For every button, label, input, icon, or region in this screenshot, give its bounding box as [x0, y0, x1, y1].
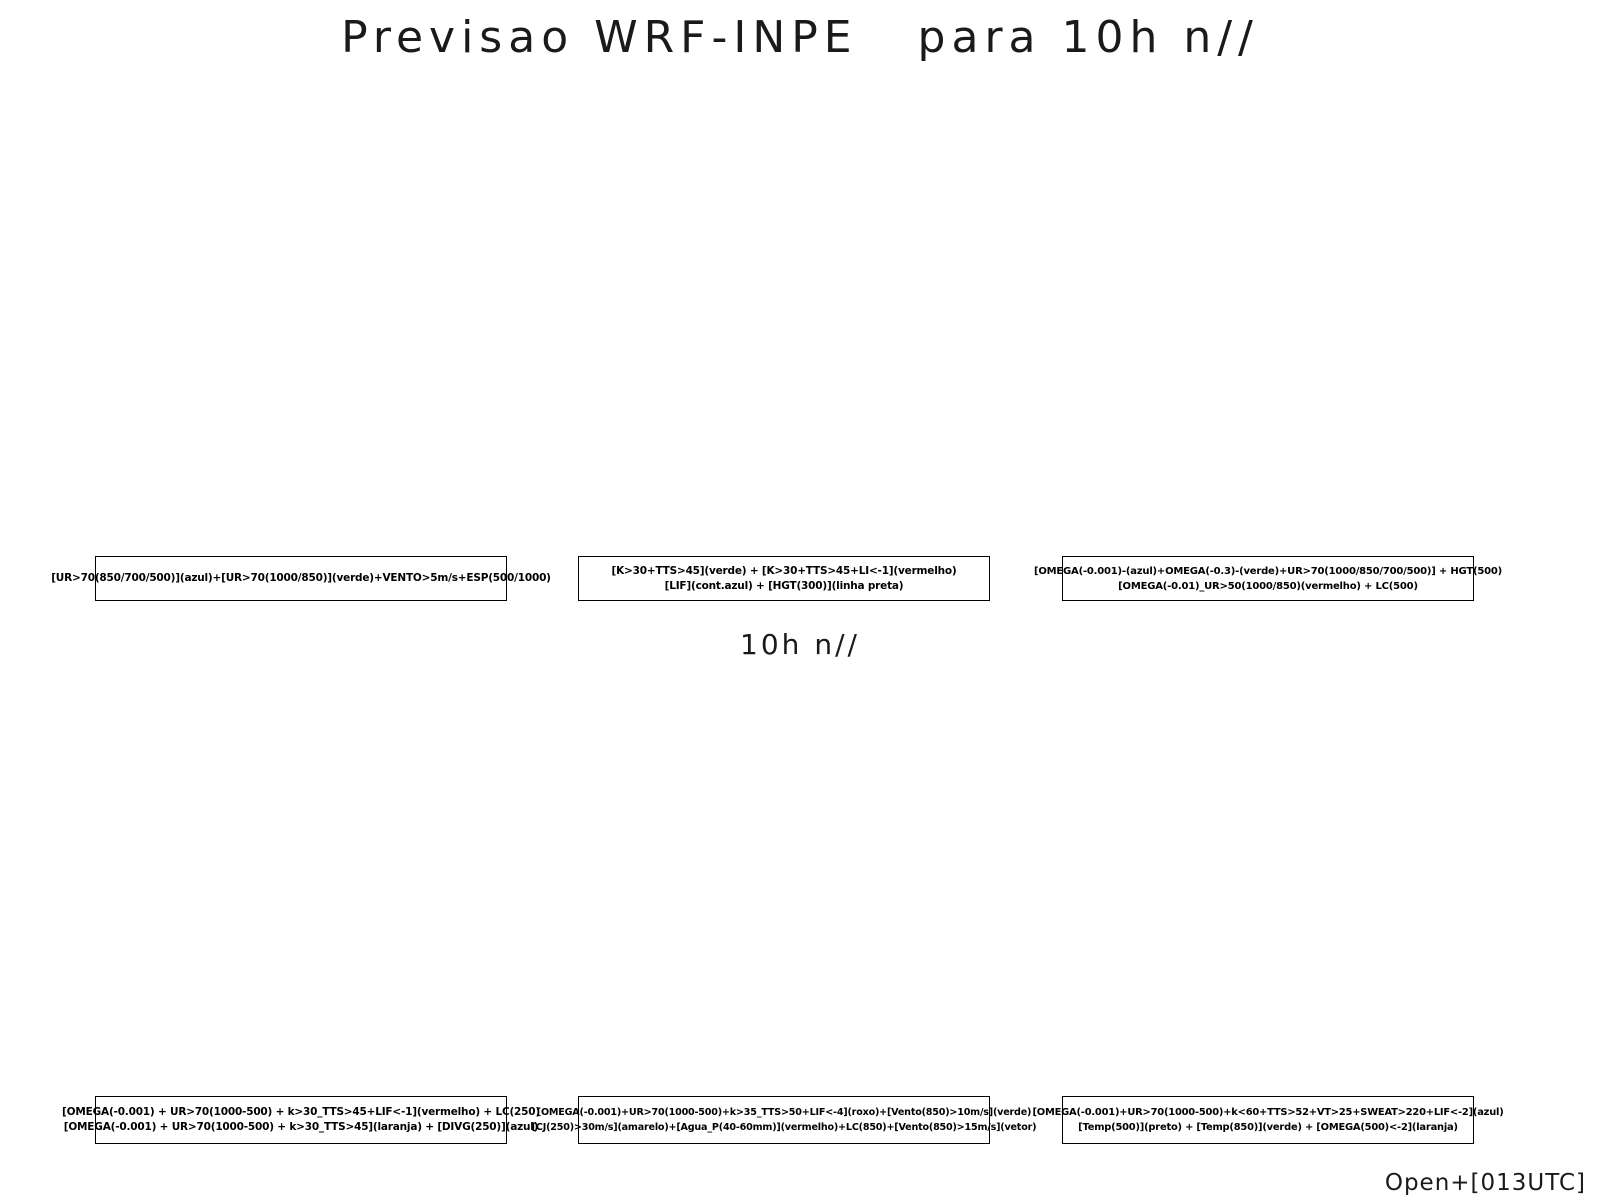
page-title: Previsao WRF-INPE para 10h n//	[341, 12, 1259, 63]
legend-line: [CJ(250)>30m/s](amarelo)+[Agua_P(40-60mm)](vermelho)+LC(850)+[Vento(850)>15m/s](vetor)	[531, 1122, 1037, 1133]
legend-line: [OMEGA(-0.001) + UR>70(1000-500) + k>30_TTS>45](laranja) + [DIVG(250)](azul)	[63, 1121, 539, 1133]
legend-line: [OMEGA(-0.001)+UR>70(1000-500)+k<60+TTS>52+VT>25+SWEAT>220+LIF<-2](azul)	[1032, 1107, 1504, 1118]
legend-line: [Temp(500)](preto) + [Temp(850)](verde) + [OMEGA(500)<-2](laranja)	[1078, 1122, 1458, 1133]
legend-box-bottom-center	[531, 1096, 1037, 1144]
legend-box-top-center	[578, 556, 990, 601]
legend-line: [OMEGA(-0.001)+UR>70(1000-500)+k>35_TTS>50+LIF<-4](roxo)+[Vento(850)>10m/s](verde)	[536, 1107, 1032, 1118]
legend-line: [OMEGA(-0.001) + UR>70(1000-500) + k>30_TTS>45+LIF<-1](vermelho) + LC(250)	[62, 1106, 540, 1118]
legend-line: [UR>70(850/700/500)](azul)+[UR>70(1000/850)](verde)+VENTO>5m/s+ESP(500/1000)	[51, 572, 551, 584]
legend-box-top-left	[51, 556, 551, 601]
legend-line: [LIF](cont.azul) + [HGT(300)](linha preta)	[664, 579, 904, 592]
legend-line: [OMEGA(-0.01)_UR>50(1000/850)(vermelho) + LC(500)	[1118, 580, 1418, 592]
legend-line: [OMEGA(-0.001)-(azul)+OMEGA(-0.3)-(verde)+UR>70(1000/850/700/500)] + HGT(500)	[1034, 565, 1503, 577]
legend-box-top-right	[1034, 556, 1503, 601]
middle-caption: 10h n//	[740, 628, 860, 661]
legend-box-bottom-right	[1032, 1096, 1504, 1144]
legend-line: [K>30+TTS>45](verde) + [K>30+TTS>45+LI<-1](vermelho)	[611, 564, 957, 577]
corner-timestamp: Open+[013UTC]	[1384, 1170, 1586, 1196]
legend-box-bottom-left	[62, 1096, 540, 1144]
